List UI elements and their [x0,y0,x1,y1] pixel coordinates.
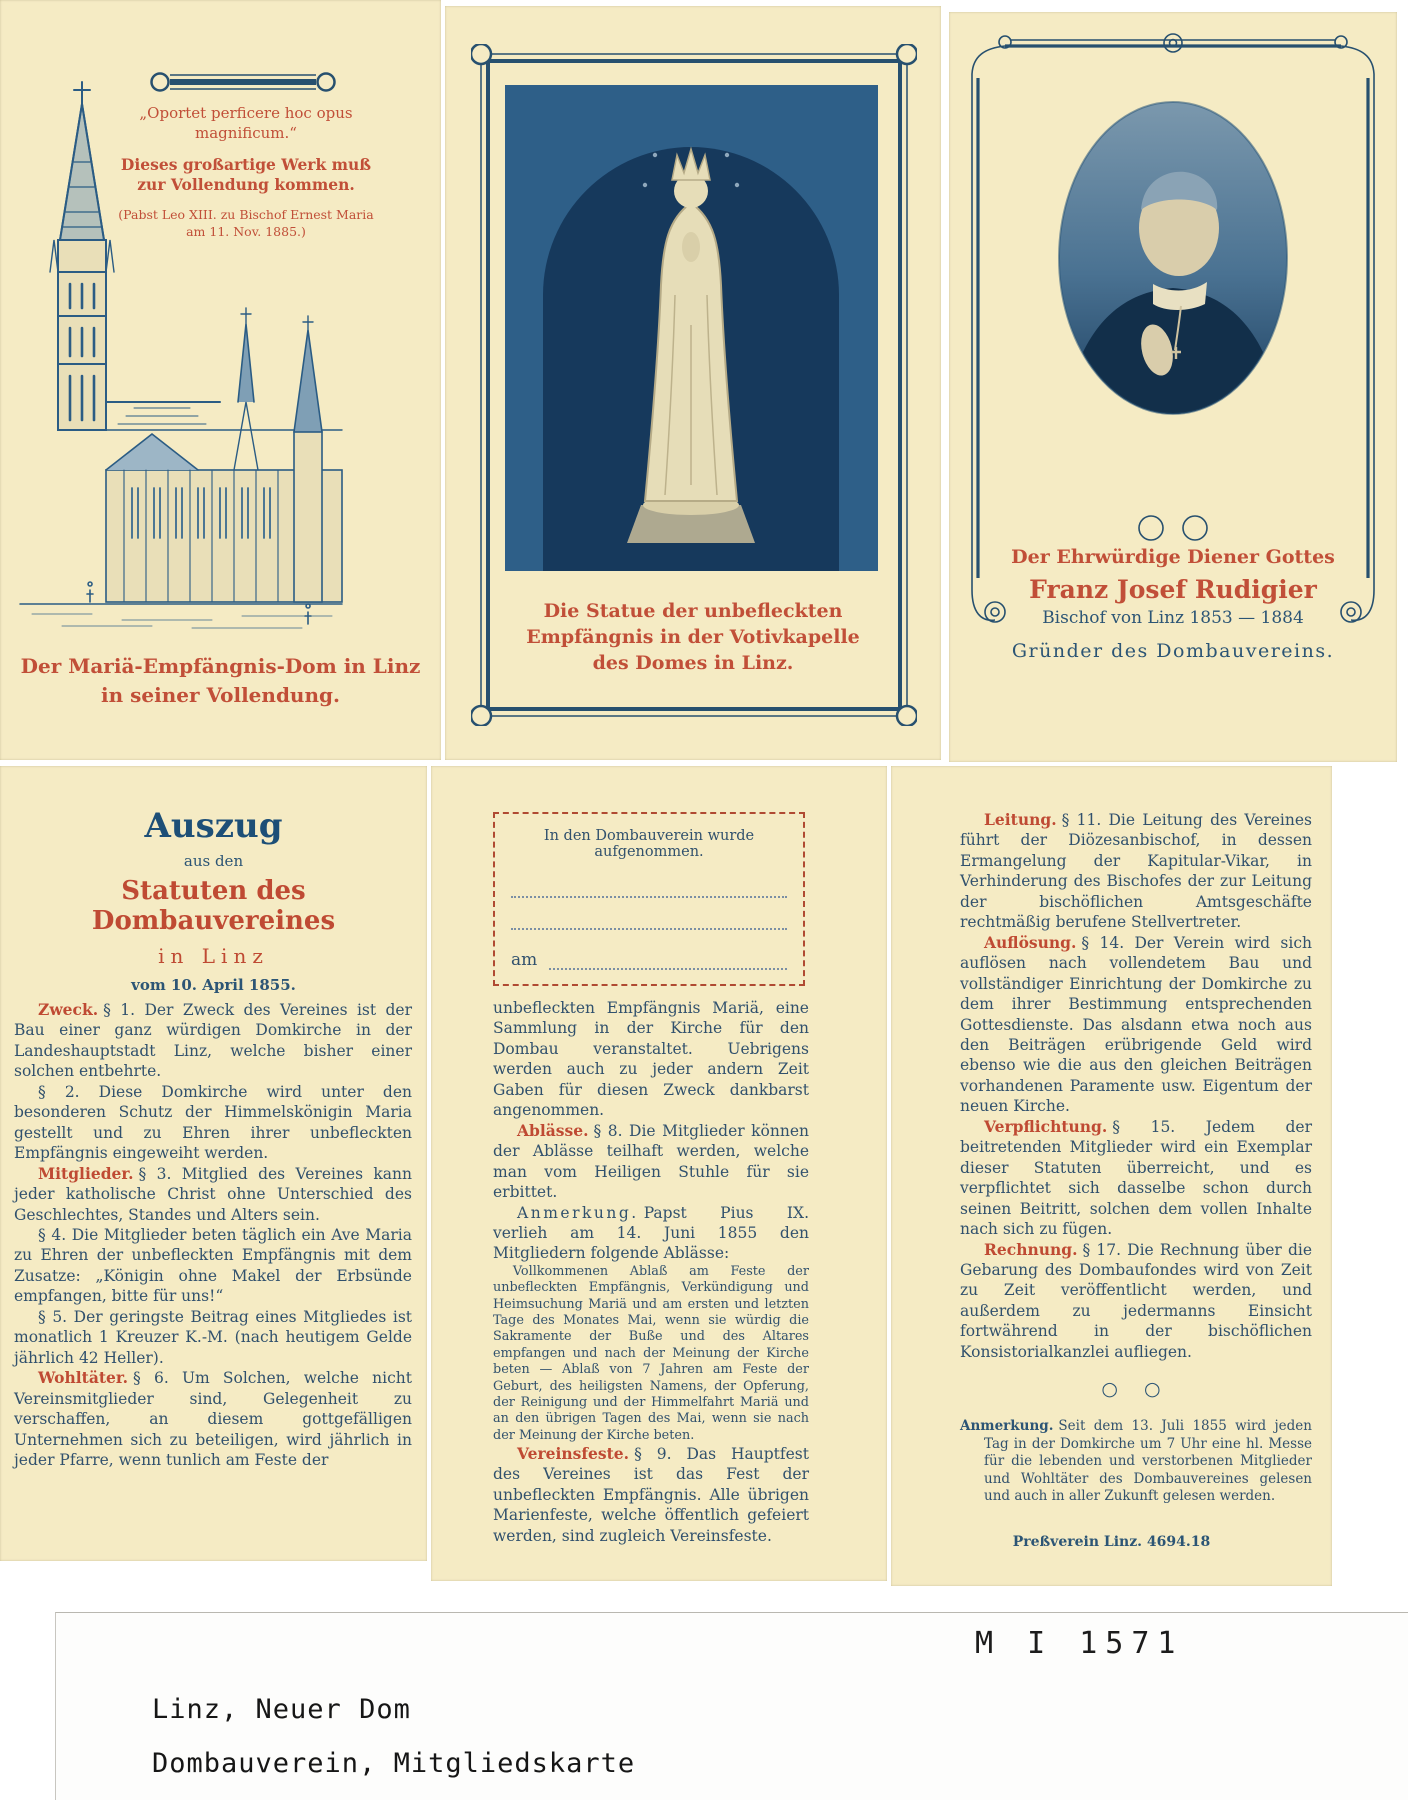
heading-date: vom 10. April 1855. [131,976,296,994]
date-row [511,948,787,970]
statute-text: Papst Pius IX. verlieh am 14. Juni 1855 den Mitgliedern folgende Ablässe: [493,1203,809,1263]
statute-section-label: Wohltäter. [38,1368,129,1388]
panel-bishop [949,12,1397,762]
statute-paragraph [14,1164,412,1225]
statue-caption-line2: Empfängnis in der Votivkapelle [526,626,860,649]
statute-paragraph [960,933,1312,1117]
note-text: Seit dem 13. Juli 1855 wird jeden Tag in der Domkirche um 7 Uhr eine hl. Messe für die lebenden und verstorbenen Mitglieder und Wohltäter des Dombauvereines gelesen und auch in aller Zukunft gelesen werden. [984,1418,1312,1505]
statute-text: unbefleckten Empfängnis Mariä, eine Sammlung in der Kirche für den Dombau veranstaltet. Uebrigens werden auch zu jeder andern Zeit Gaben für diesen Zweck dankbarst angenommen. [493,999,809,1120]
statute-text: § 4. Die Mitglieder beten täglich ein Ave Maria zu Ehren der unbefleckten Empfängnis mit dem Zusatze: „Königin ohne Makel der Erbsünde empfangen, bitte für uns!“ [14,1225,412,1306]
statute-paragraph [960,810,1312,933]
statute-text: § 17. Die Rechnung über die Gebarung des Dombaufondes wird von Zeit zu Zeit veröffentlicht werden, und außerdem zu jedermanns Einsicht fortwährend in der bischöflichen Konsistorialkanzlei aufliegen. [960,1240,1312,1361]
date-label: am [511,950,538,970]
statute-paragraph [493,998,809,1121]
quote-latin: „Oportet perficere hoc opus magnificum.“ [139,104,353,142]
cathedral-caption-line1: Der Mariä-Empfängnis-Dom in Linz [20,654,421,678]
bishop-founder-line: Gründer des Dombauvereins. [1011,640,1335,662]
statute-text: § 8. Die Mitglieder können der Ablässe teilhaft werden, welche man vom Heiligen Stuhle für sie erbittet. [493,1121,809,1202]
bishop-portrait [1053,98,1293,418]
statute-paragraph [960,1117,1312,1240]
heading-aus-den: aus den [183,852,244,870]
daily-mass-note [960,1418,1312,1506]
papal-quote [108,104,384,240]
printer-imprint: Preßverein Linz. 4694.18 [1012,1534,1211,1550]
bishop-name: Franz Josef Rudigier [1029,575,1317,604]
name-write-line [511,898,787,930]
statute-paragraph [14,1225,412,1307]
quote-german: Dieses großartige Werk muß zur Vollendung kommen. [120,155,372,195]
statute-paragraph [493,1121,809,1203]
heading-statuten: Statuten des Dombauvereines [91,876,336,936]
statute-section-label: Verpflichtung. [984,1116,1108,1136]
catalog-number: M I 1571 [975,1626,1184,1661]
label-line1: Linz, Neuer Dom [152,1694,411,1725]
heading-in-linz: in Linz [158,944,269,968]
statute-text: § 3. Mitglied des Vereines kann jeder katholische Christ ohne Unterschied des Geschlechtes, Standes und Alters sein. [14,1164,412,1224]
statute-note-label: Anmerkung. [517,1203,639,1222]
statutes-left-column [14,1000,412,1470]
label-line2: Dombauverein, Mitgliedskarte [152,1748,636,1779]
statute-section-label: Auflösung. [984,932,1077,952]
cathedral-caption-line2: in seiner Vollendung. [101,683,340,707]
statute-text: § 15. Jedem der beitretenden Mitglieder wird ein Exemplar dieser Statuten überreicht, und es verpflichtet sich dasselbe schon durch seinen Beitritt, solchen dem vollen Inhalte nach sich zu fügen. [960,1117,1312,1239]
panel-statue [445,6,941,760]
statute-text: § 2. Diese Domkirche wird unter den besonderen Schutz der Himmelskönigin Maria gestellt und zu Ehren ihrer unbefleckten Empfängnis eingeweiht werden. [14,1082,412,1163]
statute-paragraph [493,1444,809,1546]
bishop-caption [949,546,1397,662]
statue-caption [445,598,941,677]
statute-paragraph [14,1368,412,1470]
admission-box-title: In den Dombauverein wurde aufgenommen. [543,828,755,860]
statute-text: § 1. Der Zweck des Vereines ist der Bau einer ganz würdigen Domkirche in der Landeshauptstadt Linz, welche bisher einer solchen entbehrte. [14,1001,412,1081]
statute-section-label: Zweck. [38,1000,99,1019]
statue-caption-line1: Die Statue der unbefleckten [543,600,843,622]
statute-paragraph-smallprint [493,1264,809,1444]
statute-paragraph [14,1307,412,1368]
statute-section-label: Leitung. [984,810,1057,829]
statutes-middle-column [493,998,809,1546]
bishop-caption-line1: Der Ehrwürdige Diener Gottes [1011,546,1335,568]
statute-paragraph [14,1082,412,1164]
statutes-right-column [960,810,1312,1506]
statute-text: § 5. Der geringste Beitrag eines Mitgliedes ist monatlich 1 Kreuzer K.-M. (nach heutigem Gelde jährlich 42 Heller). [14,1307,412,1367]
statute-text: Vollkommenen Ablaß am Feste der unbefleckten Empfängnis, Verkündigung und Heimsuchung Mariä und am ersten und letzten Tage des Monates Mai, wenn sie würdig die Sakramente der Buße und des Altares empfangen und nach der Meinung der Kirche beten — Ablaß von 7 Jahren am Feste der Geburt, des heiligsten Namens, der Opferung, der Reinigung und der Himmelfahrt Mariä und an den übrigen Tagen des Mai, wenn sie nach der Meinung der Kirche beten. [493,1263,809,1443]
statute-text: § 9. Das Hauptfest des Vereines ist das Fest der unbefleckten Empfängnis. Alle übrigen Marienfeste, welche öffentlich gefeiert werden, sind zugleich Vereinsfeste. [493,1445,809,1545]
statute-section-label: Vereinsfeste. [517,1444,630,1464]
statute-text: § 11. Die Leitung des Vereines führt der Diözesanbischof, in dessen Ermangelung der Kapitular-Vikar, in Verhinderung des Bischofes der zur Leitung der bischöflichen Amtsgeschäfte rechtmäßig berufene Stellvertreter. [960,811,1312,932]
statute-text: § 14. Der Verein wird sich auflösen nach vollendetem Bau und vollständiger Einrichtung der Domkirche zu dem ihrer Bestimmung entsprechenden Gottesdienste. Das alsdann etwa noch aus den Beiträgen erübrigende Geld wird ebenso wie die aus den gleichen Beiträgen vorhandenen Paramente usw. Eigentum der neuen Kirche. [960,933,1312,1116]
statutes-heading [0,806,427,994]
panel-statutes-middle [431,766,887,1581]
statute-paragraph [960,1240,1312,1363]
cathedral-caption [0,652,441,710]
panel-cathedral [0,0,441,760]
panel-statutes-right [891,766,1332,1586]
statute-paragraph [493,1203,809,1264]
statute-section-label: Mitglieder. [38,1163,134,1183]
statute-section-label: Rechnung. [984,1239,1078,1259]
statute-paragraph [14,1000,412,1082]
note-label: Anmerkung. [960,1418,1054,1435]
name-write-line [511,866,787,898]
heading-auszug: Auszug [144,806,283,846]
quote-source: (Pabst Leo XIII. zu Bischof Ernest Maria am 11. Nov. 1885.) [118,207,374,239]
statute-text: § 6. Um Solchen, welche nicht Vereinsmitglieder sind, Gelegenheit zu verschaffen, an diesem gottgefälligen Unternehmen sich zu beteiligen, wird jährlich in jeder Pfarre, wenn tunlich am Feste der [14,1369,412,1469]
circles-ornament: ○ ○ [1101,1378,1171,1401]
admission-box [493,812,805,986]
statue-caption-line3: des Domes in Linz. [592,652,794,675]
date-write-line [549,948,787,970]
bishop-title: Bischof von Linz 1853 — 1884 [1042,608,1304,628]
panel-statutes-left [0,766,427,1561]
statue-photo [505,85,878,571]
statute-section-label: Ablässe. [517,1120,589,1140]
